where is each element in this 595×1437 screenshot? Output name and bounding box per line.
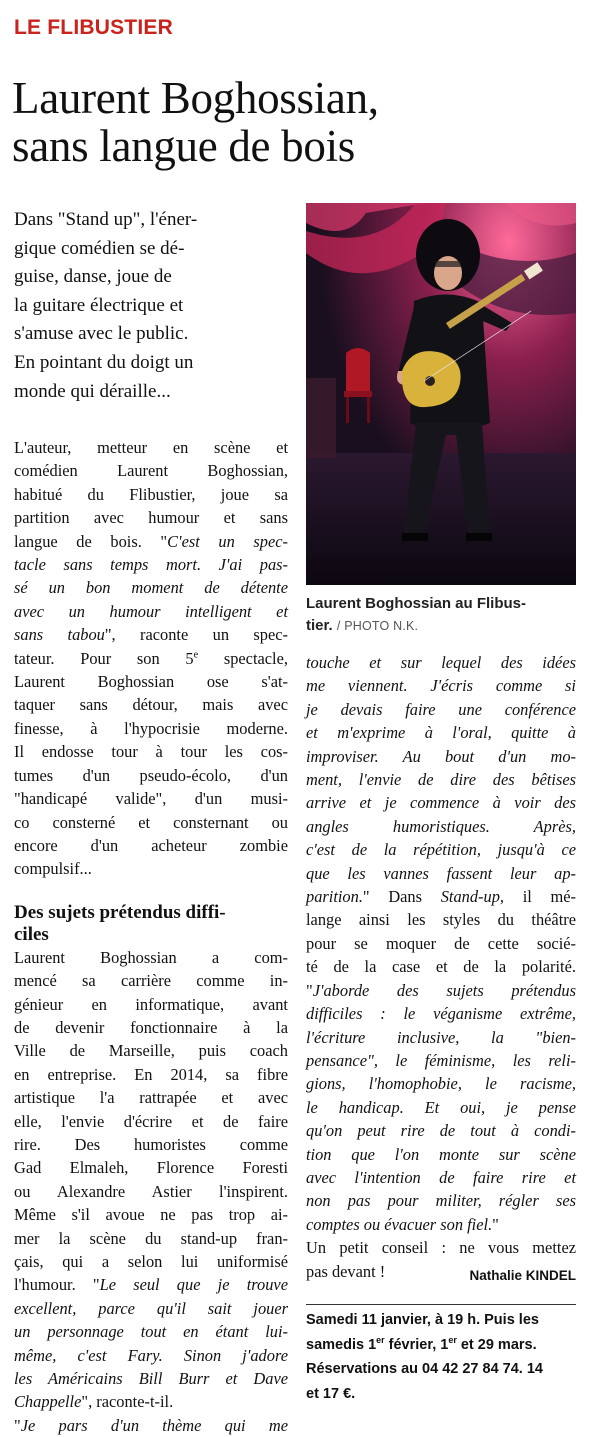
body-line: et m'exprime à l'oral, quitte à — [306, 723, 576, 743]
body-line: comptes ou évacuer son fiel." — [306, 1214, 499, 1234]
body-line: taquer sans détour, mais avec — [14, 695, 288, 715]
body-line: de devenir fonctionnaire à la — [14, 1017, 288, 1037]
body-line: tateur. Pour son 5e spectacle, — [14, 648, 288, 668]
caption-text: Laurent Boghossian au Flibus- — [306, 595, 527, 612]
body-line: sé un bon moment de détente — [14, 578, 288, 598]
body-line: "J'aborde des sujets prétendus — [306, 980, 576, 1000]
info-line: samedis 1er février, 1er et 29 mars. — [306, 1334, 537, 1353]
subheading: Des sujets prétendus diffi- ciles — [14, 901, 226, 945]
event-info-box — [306, 1308, 578, 1406]
photo-credit: / PHOTO N.K. — [336, 619, 419, 633]
standfirst — [14, 206, 286, 406]
standfirst-line: En pointant du doigt un — [14, 351, 194, 373]
body-line: l'écriture inclusive, la "bien- — [306, 1027, 576, 1047]
stage-photo-illustration — [306, 203, 576, 585]
body-line: tacle sans temps mort. J'ai pas- — [14, 555, 288, 575]
headline-line: sans langue de bois — [12, 121, 355, 171]
info-line: Samedi 11 janvier, à 19 h. Puis les — [306, 1312, 539, 1328]
body-line: avec un humour intelligent et — [14, 601, 288, 621]
body-line: avec l'intention de faire rire et — [306, 1167, 576, 1187]
info-line: Réservations au 04 42 27 84 74. 14 — [306, 1361, 543, 1377]
body-line: Gad Elmaleh, Florence Foresti — [14, 1158, 288, 1178]
body-line: génieur en informatique, avant — [14, 994, 288, 1014]
divider — [306, 1304, 576, 1305]
headline-line: Laurent Boghossian, — [12, 73, 379, 123]
body-line: je devais faire une conférence — [306, 699, 576, 719]
body-line: çais, qui a selon lui uniformisé — [14, 1252, 288, 1271]
body-line: artistique l'a rattrapée et avec — [14, 1088, 288, 1108]
body-line: tion que l'on monte sur scène — [306, 1144, 576, 1164]
headline — [12, 74, 582, 170]
body-line: mer la scène du stand-up fran- — [14, 1228, 288, 1248]
body-line: improviser. Au bout d'un mo- — [306, 746, 576, 766]
body-line: un personnage tout en étant lui- — [14, 1322, 288, 1342]
body-line: partition avec humour et sans — [14, 508, 288, 528]
body-line: Même s'il avoue ne pas trop ai- — [14, 1205, 288, 1225]
article-column-2 — [306, 651, 576, 1283]
body-line: Il endosse tour à tour les cos- — [14, 742, 288, 762]
body-line: en entreprise. En 2014, sa fibre — [14, 1064, 288, 1084]
standfirst-line: Dans "Stand up", l'éner- — [14, 209, 198, 230]
body-line: c'est de la répétition, jusqu'à ce — [306, 840, 576, 860]
body-line: Chappelle", raconte-t-il. — [14, 1392, 174, 1412]
body-line: Ville de Marseille, puis coach — [14, 1041, 288, 1061]
section-rubric: LE FLIBUSTIER — [14, 16, 173, 39]
body-line: tumes d'un pseudo-écolo, d'un — [14, 765, 288, 785]
body-line: encore d'un acheteur zombie — [14, 835, 288, 855]
standfirst-line: gique comédien se dé- — [14, 237, 185, 259]
body-line: co consterné et consternant ou — [14, 812, 288, 832]
body-line: sans tabou", raconte un spec- — [14, 625, 288, 645]
body-line: ment, l'envie de dire des bêtises — [306, 770, 576, 790]
body-line: touche et sur lequel des idées — [306, 653, 576, 672]
body-line: elle, l'envie d'écrire et de faire — [14, 1111, 288, 1131]
body-line: l'humour. "Le seul que je trouve — [14, 1275, 288, 1295]
body-line: ou Alexandre Astier l'inspirent. — [14, 1181, 288, 1201]
article-column-1 — [14, 436, 288, 1437]
standfirst-line: guise, danse, joue de — [14, 266, 172, 288]
body-line: le handicap. Et oui, je pense — [306, 1097, 576, 1117]
body-line: angles humoristiques. Après, — [306, 816, 576, 836]
guitarist-photo — [306, 203, 576, 585]
body-line: les Américains Bill Burr et Dave — [14, 1369, 288, 1389]
photo-caption — [306, 593, 578, 637]
body-line: gions, l'homophobie, le racisme, — [306, 1074, 576, 1094]
body-line: rire. Des humoristes comme — [14, 1134, 288, 1154]
info-line: et 17 €. — [306, 1385, 356, 1402]
body-line: habitué du Flibustier, joue sa — [14, 484, 288, 504]
body-line: arrive et je commence à voir des — [306, 793, 576, 813]
body-line: finesse, à l'hypocrisie moderne. — [14, 718, 288, 738]
body-line: "Je pars d'un thème qui me — [14, 1415, 288, 1435]
body-line: langue de bois. "C'est un spec- — [14, 531, 288, 551]
body-line: non pas pour militer, régler ses — [306, 1191, 576, 1211]
body-line: pensance", le féminisme, les reli- — [306, 1050, 576, 1070]
body-line: "handicapé valide", d'un musi- — [14, 789, 288, 809]
body-line: que les vannes fassent leur ap- — [306, 863, 576, 883]
body-line: Laurent Boghossian a com- — [14, 947, 288, 967]
body-line: pour se moquer de cette socié- — [306, 933, 576, 953]
body-line: compulsif... — [14, 859, 92, 879]
body-line: mencé sa carrière comme in- — [14, 971, 288, 991]
body-line: Laurent Boghossian ose s'at- — [14, 672, 288, 692]
author-signature: Nathalie KINDEL — [469, 1268, 576, 1283]
body-line: lange ainsi les styles du théâtre — [306, 910, 576, 930]
standfirst-line: monde qui déraille... — [14, 380, 171, 402]
body-line: pas devant ! — [306, 1261, 386, 1281]
body-line: qu'on peut rire de tout à condi- — [306, 1121, 576, 1141]
standfirst-line: s'amuse avec le public. — [14, 323, 189, 345]
body-line: comédien Laurent Boghossian, — [14, 461, 288, 481]
body-line: me viennent. J'écris comme si — [306, 676, 576, 696]
body-line: parition." Dans Stand-up, il mé- — [306, 887, 577, 907]
body-line: difficiles : le véganisme extrême, — [306, 1004, 576, 1024]
body-line: Un petit conseil : ne vous mettez — [306, 1238, 576, 1258]
body-line: excellent, parce qu'il sait jouer — [14, 1298, 288, 1318]
standfirst-line: la guitare électrique et — [14, 294, 184, 316]
body-line: té de la case et de la polarité. — [306, 957, 576, 977]
caption-text: tier. — [306, 617, 333, 634]
body-line: même, c'est Fary. Sinon j'adore — [14, 1345, 288, 1365]
body-line: L'auteur, metteur en scène et — [14, 438, 288, 457]
